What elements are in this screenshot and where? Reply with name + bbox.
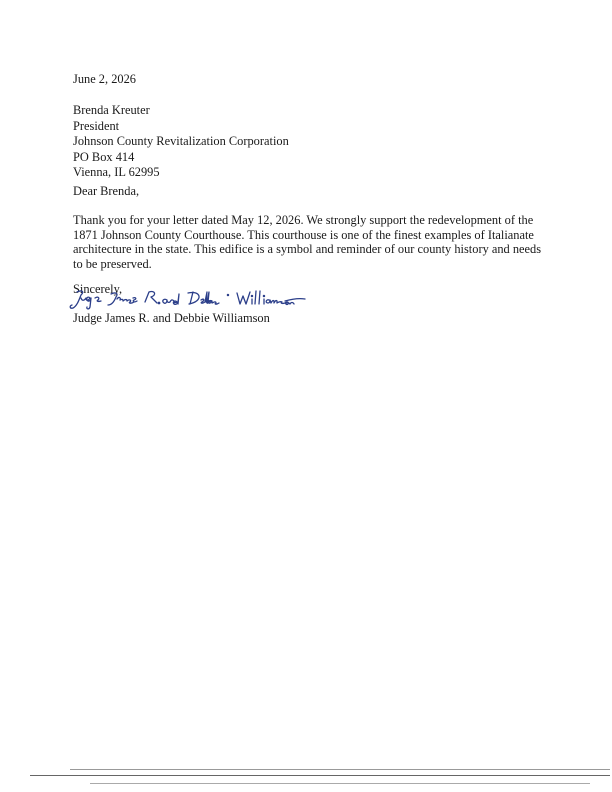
recipient-address bbox=[73, 103, 289, 181]
letter-body bbox=[73, 213, 542, 271]
footer-rule bbox=[90, 783, 590, 784]
body-line: to be preserved. bbox=[73, 256, 152, 271]
closing: Sincerely, bbox=[73, 282, 123, 296]
body-line: architecture in the state. This edifice is a symbol and reminder of our county history and needs bbox=[73, 242, 542, 257]
body-line: Thank you for your letter dated May 12, 2026. We strongly support the redevelopment of the bbox=[73, 213, 534, 227]
recipient-name: Brenda Kreuter bbox=[73, 103, 150, 117]
salutation: Dear Brenda, bbox=[73, 184, 140, 198]
footer-rule bbox=[30, 775, 610, 776]
recipient-title: President bbox=[73, 118, 120, 133]
printed-signatory-name: Judge James R. and Debbie Williamson bbox=[73, 311, 270, 325]
recipient-organization: Johnson County Revitalization Corporation bbox=[73, 134, 289, 148]
body-line: 1871 Johnson County Courthouse. This courthouse is one of the finest examples of Italianate bbox=[73, 227, 534, 242]
footer-rule bbox=[70, 769, 610, 770]
letter-date: June 2, 2026 bbox=[73, 72, 136, 86]
recipient-address-line2: Vienna, IL 62995 bbox=[73, 165, 160, 179]
recipient-address-line1: PO Box 414 bbox=[73, 149, 135, 164]
